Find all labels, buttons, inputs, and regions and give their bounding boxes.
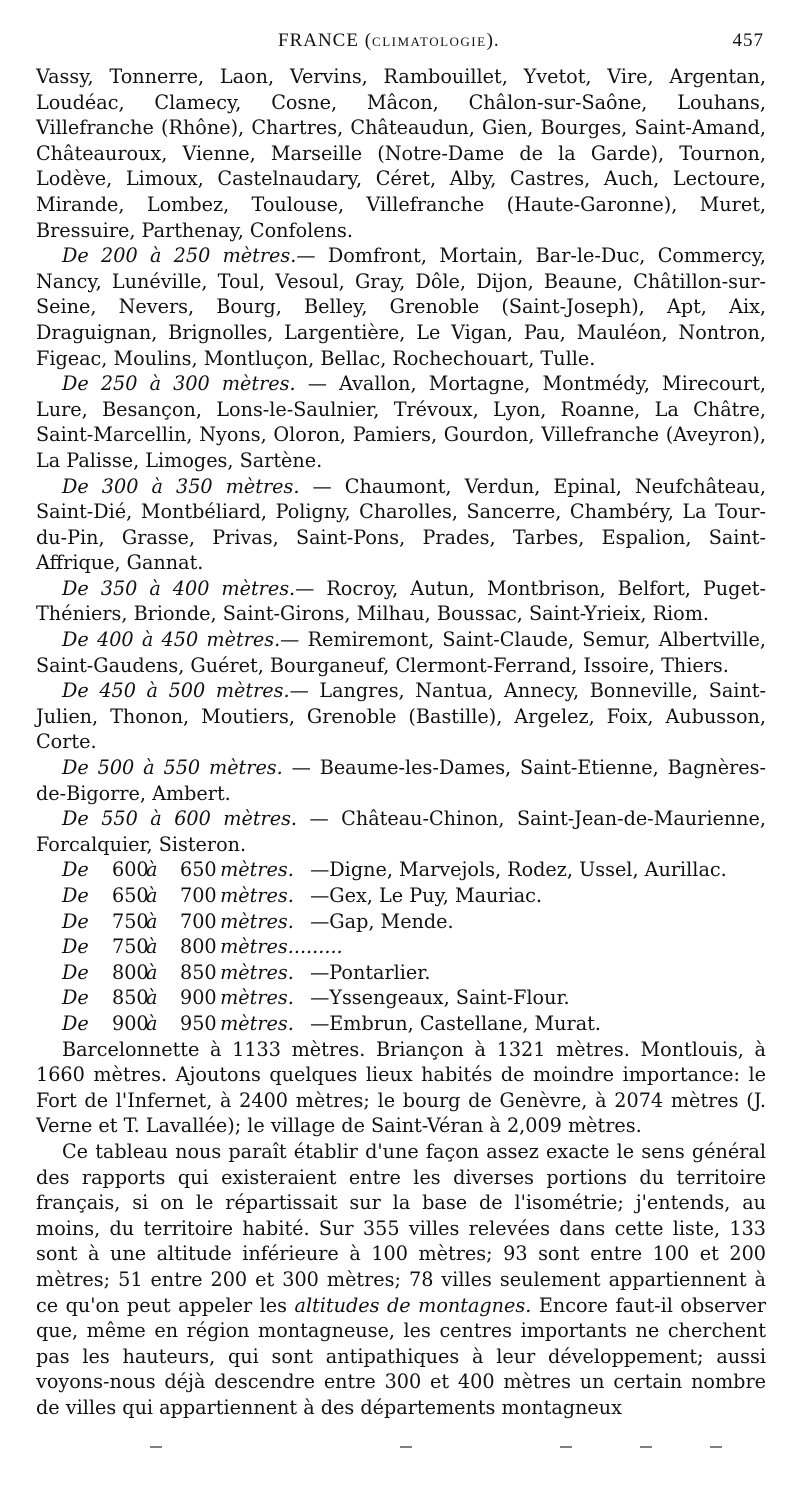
running-title-prefix: FRANCE ( xyxy=(278,30,373,51)
paragraph-500-550 xyxy=(36,755,766,806)
row-cities: Digne, Marvejols, Rodez, Ussel, Aurillac. xyxy=(329,858,727,882)
altitude-row xyxy=(36,934,766,960)
row-to: 650 xyxy=(180,858,217,882)
paragraph-250-300 xyxy=(36,371,766,473)
conclusion-text-a: Ce tableau nous paraît établir d'une façon assez exacte le sens général des rapports qui existeraient entre les diverses portions du territoire français, si on le répartissait sur la base de l'isométrie; j'entends, au moins, du territoire habité. Sur 355 villes relevées dans cette liste, 133 sont à une altitude inférieure à 100 mètres; 93 sont entre 100 et 200 mètres; 51 entre 200 et 300 mètres; 78 villes seulement appartiennent à ce qu'on peut appeler les xyxy=(36,1139,766,1317)
conclusion-text-b: Encore faut-il observer que, même en région montagneuse, les centres importants ne cherchent pas les hauteurs, qui sont antipathiques à leur développement; aussi voyons-nous déjà descendre entre 300 et 400 mètres un certain nombre de villes qui appartiennent à des départements montagneux xyxy=(36,1293,766,1419)
row-sep: — xyxy=(310,986,330,1010)
row-a: à xyxy=(146,935,158,959)
altitude-row xyxy=(36,960,766,986)
city-list: — Rocroy, Autun, Montbrison, Belfort, Puget-Théniers, Brionde, Saint-Girons, Milhau, Boussac, Saint-Yrieix, Riom. xyxy=(36,576,766,626)
row-metres: mètres. xyxy=(220,1011,294,1035)
row-sep: — xyxy=(310,960,330,984)
row-cities: Gex, Le Puy, Mauriac. xyxy=(329,884,542,907)
row-cities: Embrun, Castellane, Murat. xyxy=(329,1011,601,1035)
paragraph-400-450 xyxy=(36,627,766,678)
running-title-suffix: ). xyxy=(486,30,500,51)
running-title-smallcaps: CLIMATOLOGIE xyxy=(372,34,487,49)
city-list: — Remiremont, Saint-Claude, Semur, Albertville, Saint-Gaudens, Guéret, Bourganeuf, Clermont-Ferrand, Issoire, Thiers. xyxy=(36,628,766,677)
altitude-row xyxy=(36,909,766,935)
row-de: De xyxy=(62,935,89,959)
city-list: — Château-Chinon, Saint-Jean-de-Maurienne, Forcalquier, Sisteron. xyxy=(36,807,766,856)
row-a: à xyxy=(146,884,158,907)
city-list: — Avallon, Mortagne, Montmédy, Mirecourt, Lure, Besançon, Lons-le-Saulnier, Trévoux, Lyon, Roanne, La Châtre, Saint-Marcellin, Nyons, Oloron, Pamiers, Gourdon, Villefranche (Aveyron), La Palisse, Limoges, Sartène. xyxy=(36,372,767,472)
page-number: 457 xyxy=(732,30,764,51)
altitude-label: De 450 à 500 mètres. xyxy=(62,679,290,703)
row-metres: mètres......... xyxy=(220,935,343,959)
altitude-label: De 550 à 600 mètres. xyxy=(62,807,298,831)
city-list: — Domfront, Mortain, Bar-le-Duc, Commercy, Nancy, Lunéville, Toul, Vesoul, Gray, Dôle, Dijon, Beaune, Châtillon-sur-Seine, Nevers, Bourg, Belley, Grenoble (Saint-Joseph), Apt, Aix, Draguignan, Brignolles, Largentière, Le Vigan, Pau, Mauléon, Nontron, Figeac, Moulins, Montluçon, Bellac, Rochechouart, Tulle. xyxy=(36,244,766,370)
row-a: à xyxy=(146,1011,158,1035)
row-to: 900 xyxy=(180,986,217,1010)
row-a: à xyxy=(146,909,158,933)
row-metres: mètres. xyxy=(220,858,294,882)
row-to: 800 xyxy=(180,935,217,959)
paragraph-550-600 xyxy=(36,806,766,857)
row-to: 700 xyxy=(180,884,217,907)
row-sep: — xyxy=(310,1011,330,1035)
running-title xyxy=(278,30,500,52)
paragraph-cities-continued: Vassy, Tonnerre, Laon, Vervins, Rambouillet, Yvetot, Vire, Argentan, Loudéac, Clamecy, Cosne, Mâcon, Châlon-sur-Saône, Louhans, Villefranche (Rhône), Chartres, Châteaudun, Gien, Bourges, Saint-Amand, Châteauroux, Vienne, Marseille (Notre-Dame de la Garde), Tournon, Lodève, Limoux, Castelnaudary, Céret, Alby, Castres, Auch, Lectoure, Mirande, Lombez, Toulouse, Villefranche (Haute-Garonne), Muret, Bressuire, Parthenay, Confolens. xyxy=(36,65,766,242)
row-metres: mètres. xyxy=(220,960,294,984)
row-from: 650 xyxy=(112,884,149,907)
row-de: De xyxy=(62,1011,89,1035)
row-cities: Gap, Mende. xyxy=(329,909,454,933)
altitude-label: De 500 à 550 mètres. xyxy=(62,756,283,780)
paragraph-200-250 xyxy=(36,243,766,371)
row-de: De xyxy=(62,884,89,907)
row-a: à xyxy=(146,858,158,882)
row-de: De xyxy=(62,909,89,933)
page-bottom-dashes xyxy=(0,1442,800,1452)
row-a: à xyxy=(146,960,158,984)
row-to: 950 xyxy=(180,1011,217,1035)
row-metres: mètres. xyxy=(220,909,294,933)
row-metres: mètres. xyxy=(220,884,294,907)
altitude-row xyxy=(36,857,766,883)
altitude-label: De 350 à 400 mètres. xyxy=(62,576,296,600)
row-from: 750 xyxy=(112,909,149,933)
row-to: 850 xyxy=(180,960,217,984)
row-sep: — xyxy=(310,909,330,933)
altitude-row xyxy=(36,985,766,1011)
row-de: De xyxy=(62,986,89,1010)
row-cities: Pontarlier. xyxy=(329,960,431,984)
row-from: 600 xyxy=(112,858,149,882)
row-de: De xyxy=(62,960,89,984)
altitude-label: De 300 à 350 mètres. xyxy=(62,474,300,498)
paragraph-high-places: Barcelonnette à 1133 mètres. Briançon à 1321 mètres. Montlouis, à 1660 mètres. Ajoutons quelques lieux habités de moindre importance: le Fort de l'Infernet, à 2400 mètres; le bourg de Genèvre, à 2074 mètres (J. Verne et T. Lavallée); le village de Saint-Véran à 2,009 mètres. xyxy=(36,1037,766,1138)
row-cities: Yssengeaux, Saint-Flour. xyxy=(329,986,570,1010)
row-from: 800 xyxy=(112,960,149,984)
row-sep: — xyxy=(310,884,330,907)
row-from: 750 xyxy=(112,935,149,959)
city-list: — Langres, Nantua, Annecy, Bonneville, Saint-Julien, Thonon, Moutiers, Grenoble (Bastille), Argelez, Foix, Aubusson, Corte. xyxy=(36,679,766,754)
row-from: 900 xyxy=(112,1011,149,1035)
row-de: De xyxy=(62,858,89,882)
row-from: 850 xyxy=(112,986,149,1010)
altitude-row xyxy=(36,883,766,909)
city-list: — Beaume-les-Dames, Saint-Etienne, Bagnères-de-Bigorre, Ambert. xyxy=(36,756,766,805)
altitude-row xyxy=(36,1011,766,1037)
altitude-label: De 200 à 250 mètres. xyxy=(62,244,297,268)
row-to: 700 xyxy=(180,909,217,933)
paragraph-350-400 xyxy=(36,576,766,627)
altitude-rows xyxy=(36,857,766,1036)
conclusion-italic: altitudes de montagnes. xyxy=(294,1293,532,1317)
page-body xyxy=(36,64,766,1420)
row-sep: — xyxy=(310,858,330,882)
running-header xyxy=(0,30,800,58)
city-list: — Chaumont, Verdun, Epinal, Neufchâteau, Saint-Dié, Montbéliard, Poligny, Charolles, Sancerre, Chambéry, La Tour-du-Pin, Grasse, Privas, Saint-Pons, Prades, Tarbes, Espalion, Saint-Affrique, Gannat. xyxy=(36,474,766,575)
paragraph-300-350 xyxy=(36,474,766,576)
altitude-label: De 250 à 300 mètres. xyxy=(62,372,296,396)
paragraph-450-500 xyxy=(36,678,766,755)
paragraph-conclusion xyxy=(36,1139,766,1421)
row-metres: mètres. xyxy=(220,986,294,1010)
row-a: à xyxy=(146,986,158,1010)
altitude-label: De 400 à 450 mètres. xyxy=(62,628,281,652)
